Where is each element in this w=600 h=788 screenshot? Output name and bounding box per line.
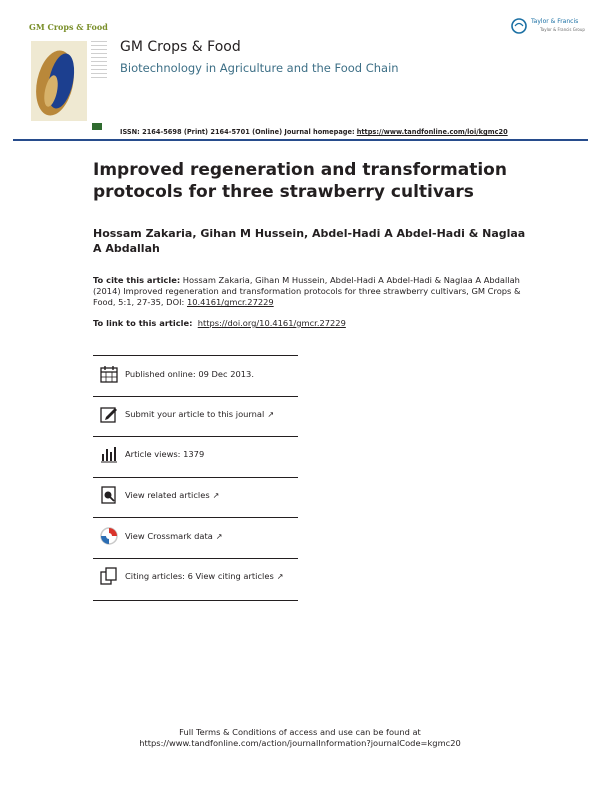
list-divider [93,517,298,518]
crossmark-link[interactable] [100,527,300,549]
citing-articles-link[interactable] [100,567,300,589]
link-label: To link to this article: [93,318,193,328]
list-divider [93,355,298,356]
related-articles-label: View related articles [125,490,210,500]
list-divider [93,396,298,397]
footer [0,727,600,749]
citing-articles-icon [100,567,118,585]
journal-homepage-link[interactable]: https://www.tandfonline.com/loi/kgmc20 [356,128,508,136]
related-articles-link[interactable] [100,486,300,508]
footer-terms-text: Full Terms & Conditions of access and use can be found at [179,727,421,737]
article-authors: Hossam Zakaria, Gihan M Hussein, Abdel-Hadi A Abdel-Hadi & Naglaa A Abdallah [93,227,526,255]
submit-article-text [125,409,274,419]
list-divider [93,477,298,478]
citing-articles-text [125,571,283,581]
cover-title: GM Crops & Food [29,22,108,32]
publisher-logo-text: Taylor & Francis [531,18,579,25]
crossmark-label: View Crossmark data [125,531,213,541]
footer-terms-link[interactable]: https://www.tandfonline.com/action/journalInformation?journalCode=kgmc20 [139,738,461,748]
journal-name[interactable]: GM Crops & Food [120,39,241,55]
published-online-text: Published online: 09 Dec 2013. [125,369,254,379]
citation-block [93,275,523,309]
journal-cover [25,19,109,125]
crossmark-icon [100,527,118,545]
article-views-text: Article views: 1379 [125,449,205,459]
related-articles-text [125,490,219,500]
external-link-icon: ↗ [212,491,220,500]
published-online-item [100,365,300,387]
journal-subtitle: Biotechnology in Agriculture and the Food Chain [120,61,399,75]
external-link-icon: ↗ [215,532,223,541]
citation-doi-link[interactable]: 10.4161/gmcr.27229 [186,297,274,308]
publisher-logo-subtext: Taylor & Francis Group [540,27,585,32]
calendar-icon [100,365,118,383]
link-line [93,318,346,328]
citation-text: Hossam Zakaria, Gihan M Hussein, Abdel-Hadi A Abdel-Hadi & Naglaa A Abdallah (2014) Improved regeneration and transformation protocols for three strawberry cultivars, GM Crops & Food, 5:1, 27-35, DOI: [93,275,521,308]
submit-article-label: Submit your article to this journal [125,409,265,419]
list-divider [93,436,298,437]
seed-illustration-icon [31,41,87,121]
external-link-icon: ↗ [267,410,275,419]
article-views-item [100,445,300,467]
external-link-icon: ↗ [276,572,284,581]
cover-badge [92,123,102,130]
citation-label: To cite this article: [93,275,181,285]
bar-chart-icon [100,445,118,463]
issn-text: ISSN: 2164-5698 (Print) 2164-5701 (Online) Journal homepage: [120,128,355,136]
list-divider [93,600,298,601]
article-doi-link[interactable]: https://doi.org/10.4161/gmcr.27229 [197,318,346,328]
cover-image [31,41,87,121]
search-document-icon [100,486,118,504]
list-divider [93,558,298,559]
submit-article-link[interactable] [100,405,300,427]
publisher-logo-icon [510,16,530,36]
article-title: Improved regeneration and transformation protocols for three strawberry cultivars [93,160,507,202]
cover-side-text [91,41,107,81]
issn-line [120,128,508,136]
header-divider [13,139,588,141]
citing-articles-label: Citing articles: 6 View citing articles [125,571,274,581]
edit-icon [100,405,118,423]
crossmark-text [125,531,222,541]
